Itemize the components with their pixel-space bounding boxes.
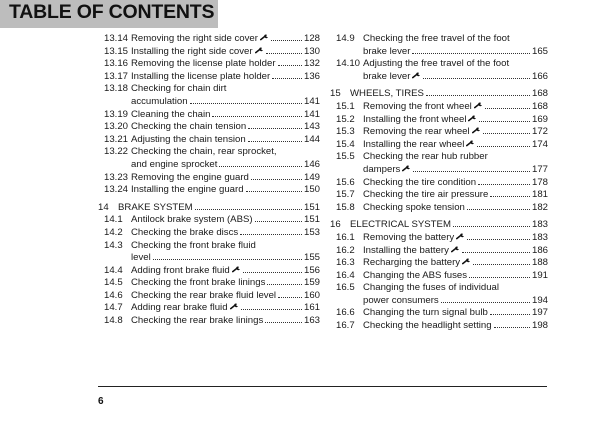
- toc-entry-number: 15.4: [336, 138, 355, 150]
- toc-entry-title: Recharging the battery: [363, 257, 461, 269]
- toc-entry[interactable]: [330, 114, 548, 127]
- toc-entry-number: 15.2: [336, 113, 355, 125]
- toc-entry-number: 15.1: [336, 100, 355, 112]
- toc-entry-page: 132: [303, 58, 320, 70]
- wrench-icon: [468, 114, 477, 122]
- toc-entry-page: 144: [303, 133, 320, 145]
- dot-leader: [467, 209, 530, 210]
- toc-entry-title: Checking the free travel of the foot: [363, 33, 510, 44]
- toc-entry-number: 14.4: [104, 264, 123, 276]
- toc-entry-page: 155: [303, 252, 320, 264]
- toc-entry-line: [104, 265, 320, 278]
- toc-entry[interactable]: [330, 307, 548, 320]
- toc-entry-page: 177: [531, 163, 548, 175]
- toc-entry-line: [336, 282, 548, 295]
- toc-entry-number: 15.8: [336, 201, 355, 213]
- header-bar: [0, 0, 218, 28]
- dot-leader: [467, 239, 530, 240]
- toc-left-column: [98, 33, 320, 328]
- toc-entry-number: 15.5: [336, 151, 355, 163]
- toc-entry[interactable]: [98, 58, 320, 71]
- toc-entry-page: 163: [303, 315, 320, 327]
- toc-entry-line: [104, 214, 320, 227]
- toc-entry[interactable]: [98, 172, 320, 185]
- toc-entry-number: 13.18: [104, 83, 129, 95]
- toc-entry[interactable]: [98, 146, 320, 171]
- toc-entry-title: Adding rear brake fluid: [131, 302, 228, 314]
- toc-entry[interactable]: [98, 227, 320, 240]
- dot-leader: [240, 234, 302, 235]
- toc-entry-line: [336, 232, 548, 245]
- footer-rule: [98, 386, 547, 387]
- wrench-icon: [230, 302, 239, 310]
- toc-entry-page: 194: [531, 294, 548, 306]
- toc-entry-page: 161: [303, 302, 320, 314]
- dot-leader: [441, 302, 530, 303]
- toc-entry-line: [104, 159, 320, 172]
- dot-leader: [490, 196, 530, 197]
- toc-entry-title: Checking the rear hub rubber: [363, 151, 488, 163]
- toc-entry-line: [336, 189, 548, 202]
- toc-entry-line: [104, 290, 320, 303]
- toc-entry-number: 13.16: [104, 58, 129, 70]
- toc-entry-page: 168: [531, 100, 548, 112]
- dot-leader: [212, 116, 302, 117]
- toc-entry[interactable]: [98, 240, 320, 265]
- toc-entry-title: Removing the rear wheel: [363, 126, 470, 138]
- toc-entry-number: 16.1: [336, 231, 355, 243]
- dot-leader: [478, 184, 530, 185]
- dot-leader: [267, 284, 302, 285]
- toc-entry-title: brake lever: [363, 45, 411, 57]
- toc-entry-line: [336, 71, 548, 84]
- toc-entry-title: Installing the front wheel: [363, 113, 467, 125]
- toc-entry-line: [104, 252, 320, 265]
- toc-entry-title: Checking the headlight setting: [363, 320, 492, 332]
- toc-entry-number: 16.4: [336, 269, 355, 281]
- toc-entry[interactable]: [330, 177, 548, 190]
- dot-leader: [195, 209, 302, 210]
- toc-entry-number: 16.3: [336, 257, 355, 269]
- dot-leader: [453, 226, 530, 227]
- toc-entry[interactable]: [98, 109, 320, 122]
- dot-leader: [219, 166, 302, 167]
- toc-entry-page: 136: [303, 70, 320, 82]
- toc-entry-title: Adding front brake fluid: [131, 264, 230, 276]
- toc-entry-title: and engine sprocket: [131, 158, 218, 170]
- dot-leader: [473, 264, 530, 265]
- toc-entry[interactable]: [98, 302, 320, 315]
- toc-entry-line: [336, 114, 548, 127]
- toc-entry[interactable]: [330, 101, 548, 114]
- toc-entry[interactable]: [330, 270, 548, 283]
- toc-entry[interactable]: [330, 151, 548, 176]
- toc-entry-title: Checking the tire condition: [363, 176, 477, 188]
- toc-entry-title: Checking spoke tension: [363, 201, 465, 213]
- dot-leader: [483, 133, 530, 134]
- toc-entry-title: Removing the engine guard: [131, 171, 249, 183]
- dot-leader: [479, 121, 530, 122]
- toc-entry-line: [104, 172, 320, 185]
- toc-entry-page: 151: [303, 214, 320, 226]
- toc-entry-title: Checking the rear brake fluid level: [131, 289, 277, 301]
- dot-leader: [278, 297, 302, 298]
- toc-entry-line: [104, 109, 320, 122]
- toc-entry-number: 14.10: [336, 58, 361, 70]
- toc-entry-title: Installing the engine guard: [131, 184, 244, 196]
- toc-entry-number: 16: [330, 219, 341, 231]
- toc-entry-title: Checking the rear brake linings: [131, 315, 264, 327]
- toc-entry-line: [336, 126, 548, 139]
- toc-entry-line: [336, 177, 548, 190]
- toc-entry-title: Checking the tire air pressure: [363, 189, 489, 201]
- toc-entry-line: [336, 295, 548, 308]
- toc-entry-title: Installing the rear wheel: [363, 138, 465, 150]
- toc-entry-number: 15.7: [336, 189, 355, 201]
- dot-leader: [413, 171, 530, 172]
- toc-entry[interactable]: [330, 58, 548, 83]
- toc-entry-number: 13.15: [104, 45, 129, 57]
- toc-entry-line: [336, 139, 548, 152]
- toc-entry-page: 178: [531, 176, 548, 188]
- toc-entry-title: Checking the front brake linings: [131, 277, 266, 289]
- toc-entry-title: Removing the front wheel: [363, 100, 472, 112]
- toc-entry-title: Checking the front brake fluid: [131, 239, 256, 251]
- wrench-icon: [466, 139, 475, 147]
- toc-entry-line: [336, 101, 548, 114]
- toc-entry[interactable]: [330, 139, 548, 152]
- toc-entry[interactable]: [330, 320, 548, 333]
- toc-entry[interactable]: [330, 202, 548, 215]
- toc-entry-page: 156: [303, 264, 320, 276]
- wrench-icon: [472, 126, 481, 134]
- toc-entry[interactable]: [330, 245, 548, 258]
- dot-leader: [246, 191, 302, 192]
- toc-entry-number: 16.7: [336, 320, 355, 332]
- toc-entry-number: 14.2: [104, 226, 123, 238]
- toc-entry-title: Adjusting the free travel of the foot: [363, 58, 510, 70]
- toc-entry[interactable]: [330, 33, 548, 58]
- toc-entry-line: [330, 88, 548, 101]
- dot-leader: [494, 327, 530, 328]
- dot-leader: [243, 272, 302, 273]
- wrench-icon: [402, 164, 411, 172]
- toc-entry-page: 160: [303, 289, 320, 301]
- toc-entry-page: 174: [531, 138, 548, 150]
- toc-entry-line: [330, 219, 548, 232]
- toc-entry-line: [336, 151, 548, 164]
- dot-leader: [248, 141, 302, 142]
- dot-leader: [266, 53, 302, 54]
- toc-entry-line: [336, 58, 548, 71]
- toc-entry-number: 14.5: [104, 277, 123, 289]
- toc-entry-title: Cleaning the chain: [131, 108, 211, 120]
- toc-entry-page: 188: [531, 257, 548, 269]
- toc-entry[interactable]: [98, 214, 320, 227]
- toc-entry-line: [336, 320, 548, 333]
- toc-entry-number: 13.14: [104, 33, 129, 44]
- toc-entry-title: brake lever: [363, 70, 411, 82]
- toc-entry-title: BRAKE SYSTEM: [118, 201, 193, 213]
- toc-entry-page: 150: [303, 184, 320, 196]
- toc-entry-line: [104, 121, 320, 134]
- toc-entry-page: 169: [531, 113, 548, 125]
- dot-leader: [469, 277, 530, 278]
- toc-entry-page: 168: [531, 88, 548, 100]
- toc-entry-title: Removing the right side cover: [131, 33, 258, 44]
- toc-right-column: [330, 33, 548, 333]
- toc-entry-page: 186: [531, 244, 548, 256]
- toc-entry-title: accumulation: [131, 95, 188, 107]
- toc-entry-title: level: [131, 252, 151, 264]
- toc-entry-page: 172: [531, 126, 548, 138]
- toc-entry-page: 159: [303, 277, 320, 289]
- page-title: TABLE OF CONTENTS: [9, 1, 215, 23]
- toc-entry-line: [104, 240, 320, 253]
- toc-entry-number: 14.7: [104, 302, 123, 314]
- toc-entry-page: 146: [303, 158, 320, 170]
- toc-entry-page: 141: [303, 108, 320, 120]
- toc-entry-title: Antilock brake system (ABS): [131, 214, 253, 226]
- toc-entry-number: 13.20: [104, 121, 129, 133]
- wrench-icon: [456, 232, 465, 240]
- toc-entry-line: [104, 83, 320, 96]
- toc-entry-page: 141: [303, 95, 320, 107]
- toc-entry-title: Installing the battery: [363, 244, 449, 256]
- toc-entry-title: Checking the brake discs: [131, 226, 239, 238]
- toc-entry-number: 14.6: [104, 289, 123, 301]
- dot-leader: [265, 322, 302, 323]
- toc-entry[interactable]: [330, 257, 548, 270]
- toc-entry-line: [104, 134, 320, 147]
- toc-entry[interactable]: [330, 232, 548, 245]
- dot-leader: [272, 78, 302, 79]
- wrench-icon: [412, 71, 421, 79]
- toc-entry-line: [336, 46, 548, 59]
- toc-entry[interactable]: [98, 134, 320, 147]
- toc-entry-page: 130: [303, 45, 320, 57]
- toc-entry-page: 197: [531, 307, 548, 319]
- toc-entry-page: 165: [531, 45, 548, 57]
- toc-entry-title: power consumers: [363, 294, 439, 306]
- wrench-icon: [462, 257, 471, 265]
- toc-entry-page: 183: [531, 219, 548, 231]
- toc-entry-line: [104, 315, 320, 328]
- dot-leader: [412, 53, 530, 54]
- toc-entry-number: 13.23: [104, 171, 129, 183]
- toc-entry-page: 191: [531, 269, 548, 281]
- toc-entry-title: Removing the license plate holder: [131, 58, 276, 70]
- toc-entry[interactable]: [98, 46, 320, 59]
- toc-entry-line: [104, 227, 320, 240]
- toc-entry-page: 166: [531, 70, 548, 82]
- toc-entry-number: 13.22: [104, 146, 129, 158]
- toc-entry-number: 13.19: [104, 108, 129, 120]
- toc-entry[interactable]: [98, 71, 320, 84]
- toc-entry[interactable]: [98, 121, 320, 134]
- toc-entry-title: Changing the ABS fuses: [363, 269, 468, 281]
- toc-entry-line: [336, 245, 548, 258]
- toc-entry-line: [104, 184, 320, 197]
- toc-entry-number: 14.9: [336, 33, 355, 44]
- dot-leader: [462, 252, 530, 253]
- toc-entry-line: [336, 307, 548, 320]
- toc-entry-line: [104, 58, 320, 71]
- toc-entry-page: 143: [303, 121, 320, 133]
- dot-leader: [423, 78, 530, 79]
- toc-entry-page: 149: [303, 171, 320, 183]
- toc-entry-line: [104, 302, 320, 315]
- dot-leader: [153, 259, 302, 260]
- toc-entry-number: 15.3: [336, 126, 355, 138]
- toc-chapter[interactable]: [98, 202, 320, 215]
- dot-leader: [278, 65, 302, 66]
- toc-entry-title: WHEELS, TIRES: [350, 88, 424, 100]
- wrench-icon: [451, 245, 460, 253]
- toc-entry-line: [104, 46, 320, 59]
- toc-entry-title: Checking the chain, rear sprocket,: [131, 146, 277, 158]
- toc-entry-page: 182: [531, 201, 548, 213]
- toc-entry-title: ELECTRICAL SYSTEM: [350, 219, 451, 231]
- dot-leader: [271, 40, 302, 41]
- toc-entry-title: Adjusting the chain tension: [131, 133, 246, 145]
- toc-entry[interactable]: [98, 277, 320, 290]
- toc-entry-line: [336, 33, 548, 46]
- toc-entry-number: 14.3: [104, 239, 123, 251]
- toc-entry-number: 15.6: [336, 176, 355, 188]
- toc-entry-line: [336, 202, 548, 215]
- toc-entry-page: 181: [531, 189, 548, 201]
- toc-entry-title: Checking the chain tension: [131, 121, 247, 133]
- toc-entry-number: 13.17: [104, 70, 129, 82]
- toc-entry-number: 13.21: [104, 133, 129, 145]
- toc-entry-number: 16.2: [336, 244, 355, 256]
- dot-leader: [241, 309, 302, 310]
- toc-entry[interactable]: [98, 265, 320, 278]
- toc-entry-page: 128: [303, 33, 320, 44]
- dot-leader: [426, 95, 530, 96]
- toc-entry-line: [104, 96, 320, 109]
- toc-entry-line: [336, 257, 548, 270]
- toc-entry-number: 14.8: [104, 315, 123, 327]
- toc-entry-page: 153: [303, 226, 320, 238]
- toc-entry-number: 14.1: [104, 214, 123, 226]
- toc-entry[interactable]: [98, 83, 320, 108]
- wrench-icon: [255, 46, 264, 54]
- dot-leader: [477, 146, 530, 147]
- wrench-icon: [474, 101, 483, 109]
- wrench-icon: [260, 33, 269, 41]
- toc-entry[interactable]: [98, 33, 320, 46]
- toc-entry-line: [104, 277, 320, 290]
- toc-chapter[interactable]: [330, 88, 548, 101]
- toc-chapter[interactable]: [330, 219, 548, 232]
- toc-entry-title: Installing the right side cover: [131, 45, 253, 57]
- toc-entry[interactable]: [330, 126, 548, 139]
- toc-entry-number: 15: [330, 88, 341, 100]
- toc-entry-line: [104, 71, 320, 84]
- page-number: 6: [98, 396, 104, 407]
- toc-entry[interactable]: [330, 189, 548, 202]
- dot-leader: [248, 128, 302, 129]
- toc-entry-title: Removing the battery: [363, 231, 455, 243]
- toc-entry-title: Changing the fuses of individual: [363, 282, 500, 294]
- toc-entry-title: Changing the turn signal bulb: [363, 307, 488, 319]
- toc-entry-line: [336, 270, 548, 283]
- toc-entry[interactable]: [98, 290, 320, 303]
- toc-entry-number: 13.24: [104, 184, 129, 196]
- toc-entry-line: [336, 164, 548, 177]
- dot-leader: [251, 179, 302, 180]
- toc-entry-line: [104, 33, 320, 46]
- dot-leader: [190, 103, 302, 104]
- toc-entry-page: 198: [531, 320, 548, 332]
- toc-entry-page: 151: [303, 201, 320, 213]
- toc-entry-line: [104, 146, 320, 159]
- dot-leader: [485, 108, 530, 109]
- toc-entry-title: Checking for chain dirt: [131, 83, 227, 95]
- toc-entry-line: [98, 202, 320, 215]
- dot-leader: [255, 221, 302, 222]
- toc-entry[interactable]: [330, 282, 548, 307]
- toc-entry[interactable]: [98, 184, 320, 197]
- toc-entry-number: 16.5: [336, 282, 355, 294]
- wrench-icon: [232, 265, 241, 273]
- toc-entry-number: 16.6: [336, 307, 355, 319]
- toc-entry[interactable]: [98, 315, 320, 328]
- toc-entry-title: dampers: [363, 163, 401, 175]
- dot-leader: [490, 314, 530, 315]
- toc-entry-number: 14: [98, 201, 109, 213]
- toc-entry-page: 183: [531, 231, 548, 243]
- toc-entry-title: Installing the license plate holder: [131, 70, 271, 82]
